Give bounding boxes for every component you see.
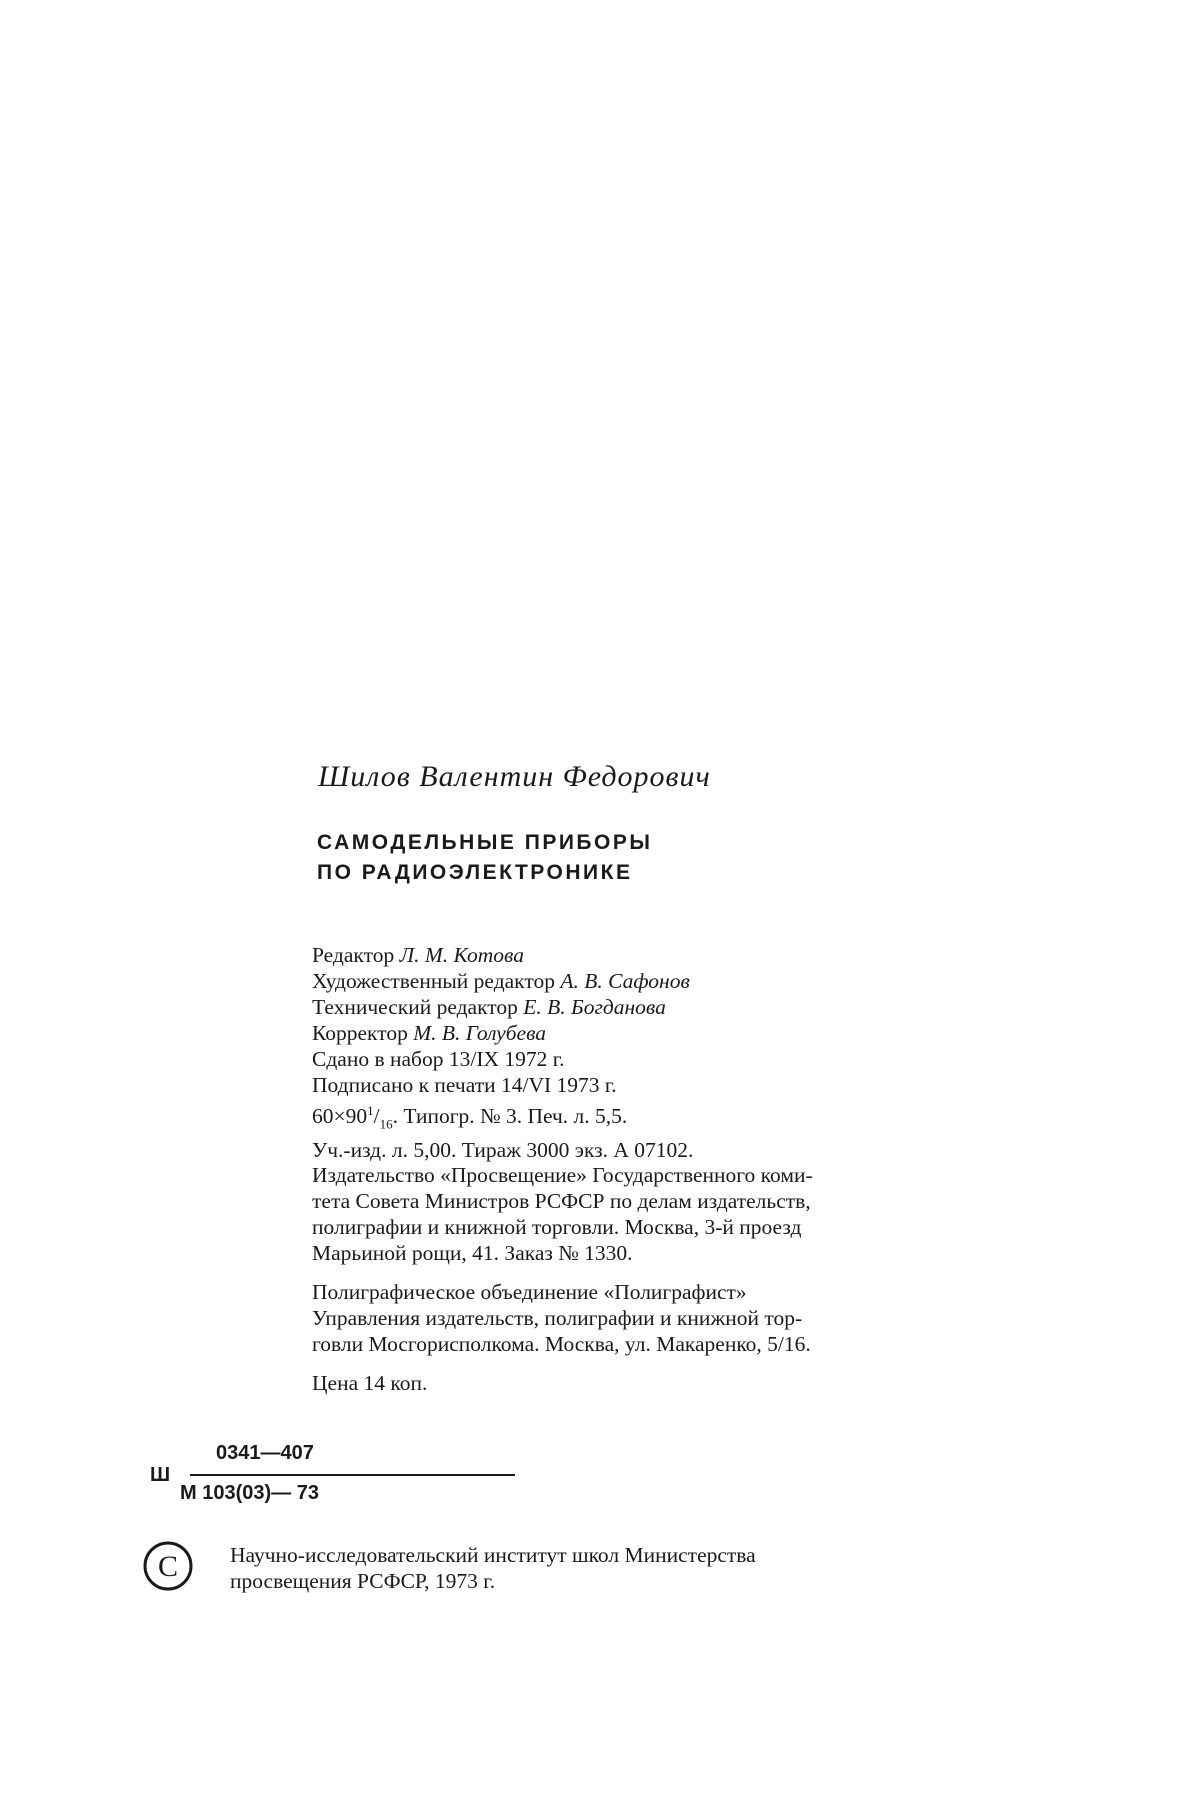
price: Цена 14 коп. (312, 1371, 428, 1395)
print-details (312, 1046, 693, 1163)
copyright-icon (142, 1540, 194, 1592)
publisher-line: Издательство «Просвещение» Государственного коми- (312, 1163, 813, 1187)
author-name: Шилов Валентин Федорович (318, 760, 711, 793)
credit-technical-editor: Технический редактор Е. В. Богданова (312, 995, 666, 1019)
credit-proofreader: Корректор М. В. Голубева (312, 1021, 547, 1045)
credit-art-editor: Художественный редактор А. В. Сафонов (312, 969, 690, 993)
book-title-line-1: САМОДЕЛЬНЫЕ ПРИБОРЫ (317, 831, 653, 854)
print-run: Уч.-изд. л. 5,00. Тираж 3000 экз. А 07102. (312, 1138, 694, 1163)
copyright-line-1: Научно-исследовательский институт школ Министерства (230, 1543, 756, 1567)
book-title-line-2: ПО РАДИОЭЛЕКТРОНИКЕ (317, 861, 633, 884)
catalog-index-numerator: 0341—407 (216, 1442, 314, 1464)
catalog-index-denominator: М 103(03)— 73 (180, 1482, 319, 1504)
svg-text:C: C (157, 1550, 179, 1583)
catalog-index-prefix: Ш (150, 1464, 171, 1486)
signed-for-print-date: Подписано к печати 14/VI 1973 г. (312, 1073, 617, 1097)
editorial-credits (312, 942, 690, 1046)
book-title (317, 828, 652, 888)
catalog-index-rule (190, 1474, 515, 1476)
printer-line: говли Мосгорисполкома. Москва, ул. Макаренко, 5/16. (312, 1332, 811, 1356)
printer-line: Полиграфическое объединение «Полиграфист» (312, 1280, 747, 1304)
copyright-line-2: просвещения РСФСР, 1973 г. (230, 1569, 496, 1593)
publisher-line: тета Совета Министров РСФСР по делам издательств, (312, 1189, 811, 1213)
format-and-typography: $60\times 90^1/_{16}$. Типогр. № 3. Печ. л. 5,5. (312, 1103, 628, 1132)
publisher-line: Марьиной рощи, 41. Заказ № 1330. (312, 1241, 633, 1265)
copyright-notice (230, 1542, 756, 1594)
publisher-line: полиграфии и книжной торговли. Москва, 3-й проезд (312, 1215, 802, 1239)
publisher-info (312, 1162, 952, 1266)
credit-editor: Редактор Л. М. Котова (312, 943, 524, 967)
printer-line: Управления издательств, полиграфии и книжной тор- (312, 1306, 803, 1330)
typesetting-date: Сдано в набор 13/IX 1972 г. (312, 1047, 565, 1071)
printer-info (312, 1279, 952, 1357)
